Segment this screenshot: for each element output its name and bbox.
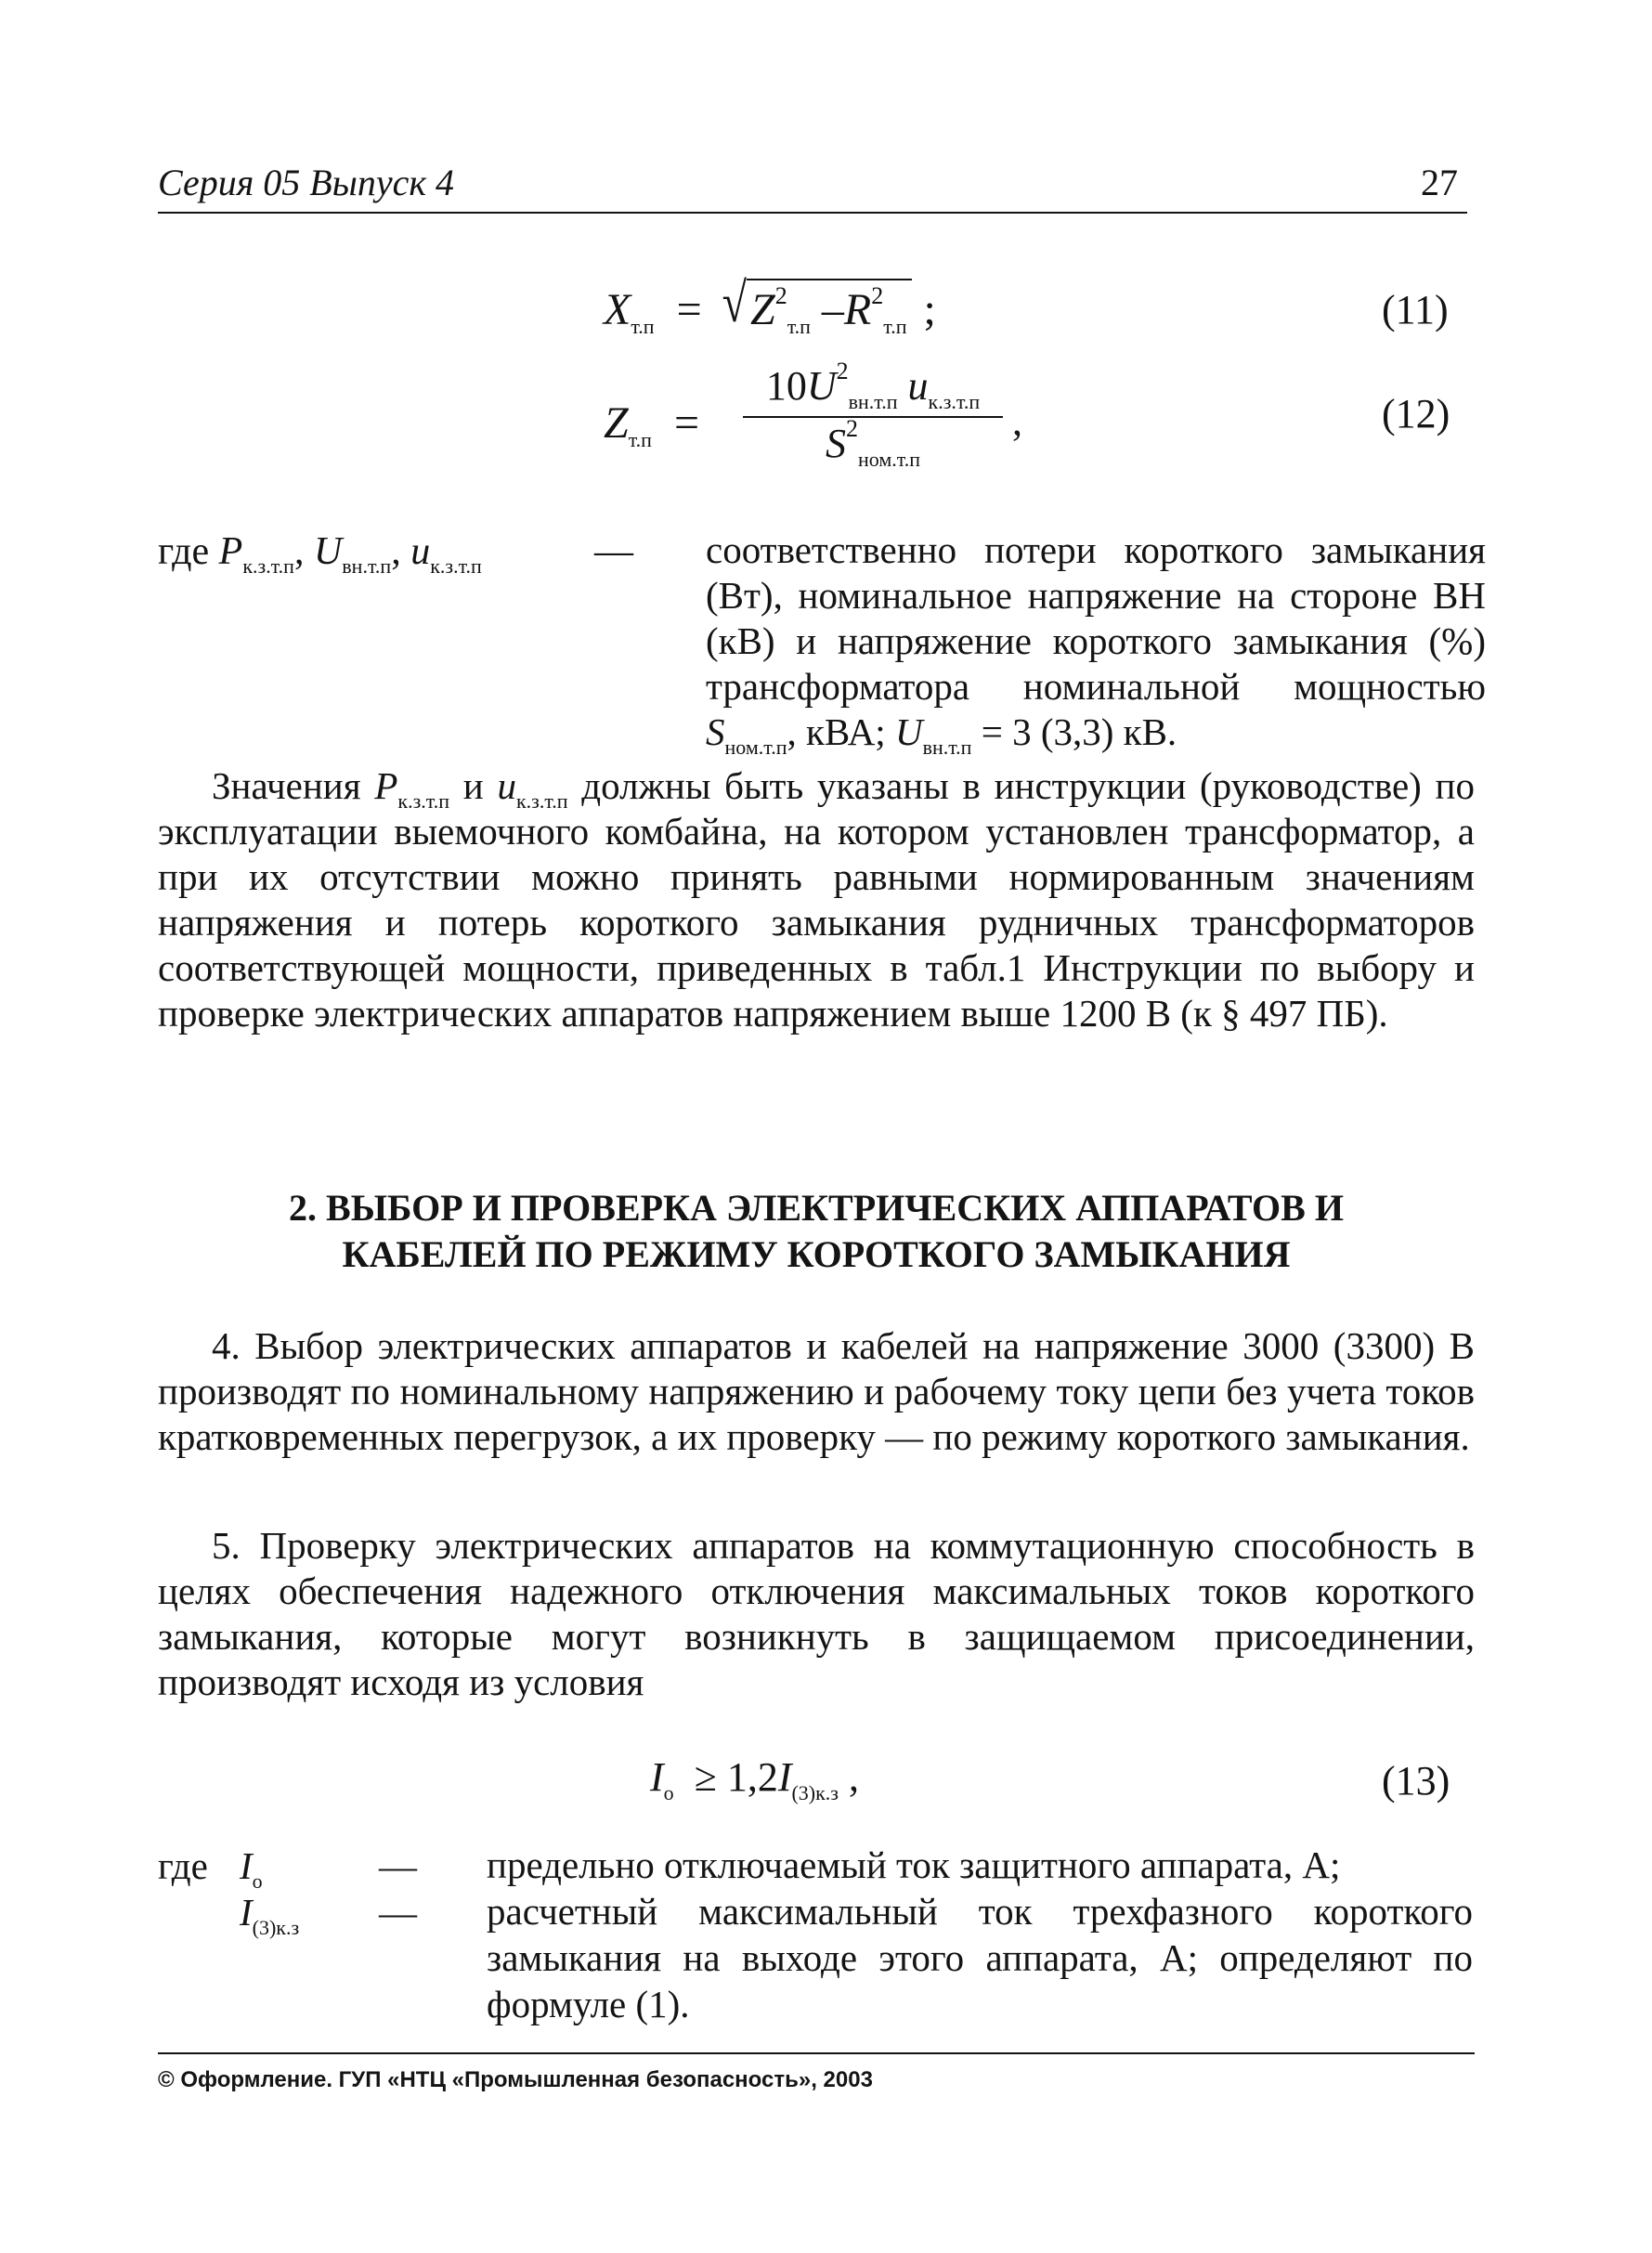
f12-lhs: Z	[604, 398, 629, 448]
where1-comma-2: ,	[391, 530, 401, 573]
p1-rest: должны быть указаны в инструкции (руководстве) по эксплуатации выемочного комбайна, на котором установлен трансформатор, а при их отсутствии можно принять равными нормированным значениям напряжения и потерь короткого замыкания рудничных трансформаторов соответствующей мощности, приведенных в табл.1 Инструкции по выбору и проверке электрических аппаратов напряжением выше 1200 В (к § 497 ПБ).	[158, 764, 1475, 1035]
f11-r-sub: т.п	[883, 315, 907, 338]
where1-def-u: U	[894, 710, 923, 753]
f11-z: Z	[749, 285, 775, 334]
footer-rule	[158, 2052, 1475, 2054]
where2-sym1-sub: о	[252, 1869, 263, 1893]
header-rule	[158, 212, 1467, 214]
p1-and: и	[462, 764, 484, 807]
f11-r: R	[843, 285, 872, 334]
p1-u-sub: к.з.т.п	[515, 789, 568, 813]
f12-end: ,	[1012, 398, 1022, 444]
f11-minus: –	[821, 285, 844, 334]
where1-uk: u	[410, 530, 431, 573]
f12-number: (12)	[1382, 391, 1450, 436]
p1-start: Значения	[212, 764, 361, 807]
f13-end: ,	[849, 1754, 859, 1800]
f11-r-exp: 2	[871, 282, 884, 309]
f13-op: ≥	[694, 1754, 717, 1800]
f11-z-exp: 2	[774, 282, 787, 309]
f11-end: ;	[923, 285, 936, 334]
f12-fraction-bar	[743, 416, 1003, 418]
f11-lhs-sub: т.п	[631, 315, 655, 338]
page-number: 27	[1421, 162, 1458, 203]
where2-sym2: I	[240, 1891, 253, 1934]
f13-lhs-sub: о	[663, 1781, 674, 1804]
where1-def-s-sub: ном.т.п	[724, 736, 787, 759]
f12-s-sub: ном.т.п	[857, 448, 920, 471]
f12-numerator	[743, 358, 1003, 414]
where1-definition	[706, 527, 1486, 759]
running-header	[158, 158, 1467, 214]
where2-sym2-sub: (3)к.з	[252, 1916, 300, 1939]
f12-s: S	[825, 421, 846, 466]
where1-p: P	[218, 530, 243, 573]
where2-dash-2: —	[379, 1891, 417, 1934]
where1-u: U	[313, 530, 343, 573]
f11-radicand	[747, 279, 913, 338]
paragraph-5: 5. Проверку электрических аппаратов на коммутационную способность в целях обеспечения надежного отключения максимальных токов короткого замыкания, которые могут возникнуть в защищаемом присоединении, производят исходя из условия	[158, 1524, 1475, 1703]
where2-def-1: предельно отключаемый ток защитного аппарата, А;	[487, 1843, 1341, 1886]
where2-sym1: I	[240, 1844, 253, 1887]
where1-uk-sub: к.з.т.п	[430, 554, 482, 578]
f11-sqrt	[722, 272, 913, 338]
f11-eq: =	[676, 285, 702, 334]
f13-coef: 1,2	[726, 1754, 778, 1800]
where1-def-s: S	[706, 710, 725, 753]
f12-s-exp: 2	[845, 415, 858, 442]
f12-u-exp: 2	[836, 358, 849, 384]
where-symbols-1	[158, 529, 482, 578]
f11-lhs: X	[604, 285, 631, 334]
where2-sym-1	[240, 1843, 263, 1893]
paragraph-values	[158, 763, 1475, 1036]
series-label: Серия 05 Выпуск 4	[158, 162, 455, 203]
where2-sym-2	[240, 1890, 300, 1939]
where1-def-mid: , кВА;	[787, 710, 886, 753]
where1-def-u-sub: вн.т.п	[922, 736, 972, 759]
f12-uk-sub: к.з.т.п	[928, 390, 981, 413]
formula-12	[604, 358, 1086, 492]
f12-fraction	[743, 358, 1003, 471]
f13-rhs: I	[777, 1754, 792, 1800]
where1-comma-1: ,	[293, 530, 305, 573]
where2-dash-1: —	[379, 1844, 417, 1887]
where2-def-2: расчетный максимальный ток трехфазного короткого замыкания на выходе этого аппарата, А; определяют по формуле (1).	[487, 1890, 1473, 2025]
f12-denominator	[743, 415, 1003, 471]
heading-line-2: КАБЕЛЕЙ ПО РЕЖИМУ КОРОТКОГО ЗАМЫКАНИЯ	[342, 1233, 1291, 1275]
where1-u-sub: вн.т.п	[342, 554, 392, 578]
footer-copyright: © Оформление. ГУП «НТЦ «Промышленная безопасность», 2003	[158, 2067, 873, 2092]
p1-u: u	[497, 764, 516, 807]
f13-lhs: I	[650, 1754, 664, 1800]
p1-p-sub: к.з.т.п	[397, 789, 450, 813]
radical-icon: √	[722, 272, 747, 334]
f12-eq: =	[673, 398, 700, 448]
where1-p-sub: к.з.т.п	[242, 554, 294, 578]
f12-uk: u	[907, 363, 929, 409]
f12-u-sub: вн.т.п	[848, 390, 898, 413]
f11-number: (11)	[1382, 287, 1449, 332]
formula-13	[650, 1753, 859, 1804]
f11-z-sub: т.п	[787, 315, 811, 338]
heading-line-1: 2. ВЫБОР И ПРОВЕРКА ЭЛЕКТРИЧЕСКИХ АППАРАТОВ И	[289, 1187, 1344, 1229]
p1-p: P	[374, 764, 398, 807]
where1-word: где	[158, 530, 210, 573]
paragraph-4: 4. Выбор электрических аппаратов и кабелей на напряжение 3000 (3300) В производят по номинальному напряжению и рабочему току цепи без учета токов кратковременных перегрузок, а их проверку — по режиму короткого замыкания.	[158, 1324, 1475, 1458]
where2-word: где	[158, 1844, 208, 1887]
f12-coef: 10	[765, 363, 807, 409]
where1-dash: —	[594, 530, 633, 573]
where1-def-text: соответственно потери короткого замыкания (Вт), номинальное напряжение на стороне ВН (кВ) и напряжение короткого замыкания (%) трансформатора номинальной мощностью	[706, 528, 1486, 708]
formula-11	[604, 272, 1068, 344]
f12-lhs-sub: т.п	[628, 428, 652, 451]
section-heading	[158, 1185, 1475, 1278]
f13-rhs-sub: (3)к.з	[791, 1781, 839, 1804]
where1-def-end: = 3 (3,3) кВ.	[981, 710, 1177, 753]
f13-number: (13)	[1382, 1758, 1450, 1804]
f12-u: U	[806, 363, 837, 409]
